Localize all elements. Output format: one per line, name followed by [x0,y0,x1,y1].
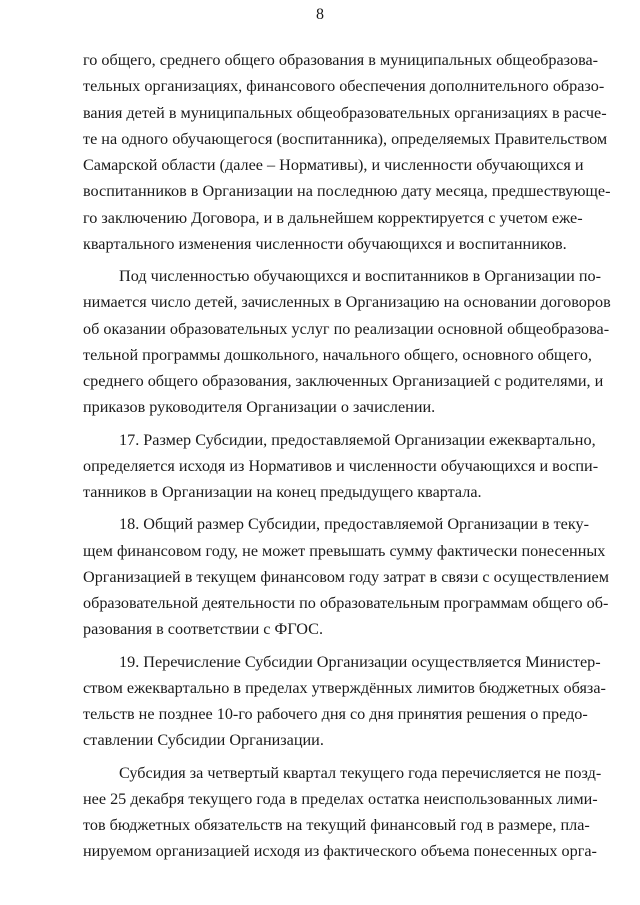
text-line: Организацией в текущем финансовом году затрат в связи с осуществлением [83,567,609,586]
text-line: го общего, среднего общего образования в муниципальных общеобразова- [83,51,599,69]
text-line: образовательной деятельности по образовательным программам общего об- [83,594,609,612]
paragraph-item-18 [83,511,609,642]
text-line: тов бюджетных обязательств на текущий финансовый год в размере, пла- [83,816,590,834]
document-body [83,47,611,865]
text-line: воспитанников в Организации на последнюю дату месяца, предшествующе- [83,182,611,201]
text-line: ством ежеквартально в пределах утверждённых лимитов бюджетных обяза- [83,678,606,697]
paragraph-item-19 [83,649,606,754]
paragraph-fourth-quarter [83,760,602,865]
text-line: среднего общего образования, заключенных Организацией с родителями, и [83,372,604,390]
text-line: тельной программы дошкольного, начального общего, основного общего, [83,345,592,364]
text-line: ставлении Субсидии Организации. [83,731,324,750]
text-line: нее 25 декабря текущего года в пределах остатка неиспользованных лими- [83,789,598,808]
text-line: Субсидия за четвертый квартал текущего года перечисляется не позд- [119,763,602,782]
text-line: танников в Организации на конец предыдущего квартала. [83,483,482,501]
text-line: тельств не позднее 10-го рабочего дня со дня принятия решения о предо- [83,705,588,723]
paragraph-item-17 [83,427,599,506]
text-line: го заключению Договора, и в дальнейшем корректируется с учетом еже- [83,208,583,227]
paragraph-continuation [83,47,611,257]
text-line: те на одного обучающегося (воспитанника), определяемых Правительством [83,129,608,148]
text-line: Под численностью обучающихся и воспитанников в Организации по- [119,267,602,285]
text-line: тельных организациях, финансового обеспечения дополнительного образо- [83,77,605,96]
page-number: 8 [316,6,324,23]
text-line: Самарской области (далее – Нормативы), и численности обучающихся и [83,156,584,174]
text-line: щем финансовом году, не может превышать сумму фактически понесенных [83,541,606,560]
text-line: разования в соответствии с ФГОС. [83,620,324,639]
text-line: нимается число детей, зачисленных в Организацию на основании договоров [83,293,611,312]
text-line: квартального изменения численности обучающихся и воспитанников. [83,234,567,253]
text-line: 17. Размер Субсидии, предоставляемой Организации ежеквартально, [119,430,596,449]
text-line: нируемом организацией исходя из фактического объема понесенных орга- [83,842,597,861]
text-line: приказов руководителя Организации о зачислении. [83,398,436,417]
paragraph-enrollment-definition [83,263,611,421]
text-line: вания детей в муниципальных общеобразовательных организациях в расче- [83,103,607,122]
text-line: определяется исходя из Нормативов и численности обучающихся и воспи- [83,456,599,475]
text-line: 19. Перечисление Субсидии Организации осуществляется Министер- [119,652,601,671]
text-line: об оказании образовательных услуг по реализации основной общеобразова- [83,319,610,338]
text-line: 18. Общий размер Субсидии, предоставляемой Организации в теку- [119,515,589,534]
